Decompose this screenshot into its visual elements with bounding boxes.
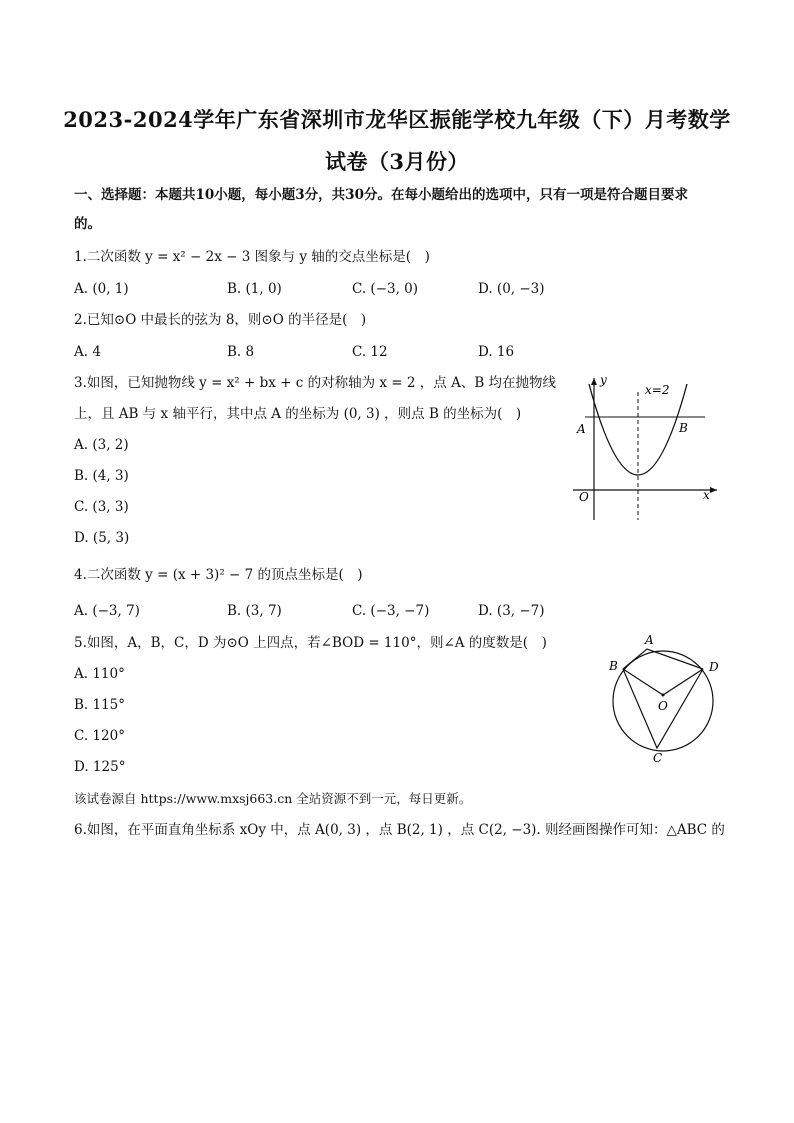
question-3-text: 3.如图，已知抛物线 y = x² + bx + c 的对称轴为 x = 2 ，点 A、B 均在抛物线 bbox=[74, 375, 557, 391]
q1-option-d: D. (0, −3) bbox=[478, 281, 545, 297]
label-x: x bbox=[703, 488, 710, 502]
x-axis-arrow-icon bbox=[710, 487, 717, 493]
label-o: O bbox=[658, 699, 668, 713]
question-1-text: 1.二次函数 y = x² − 2x − 3 图象与 y 轴的交点坐标是( ) bbox=[74, 249, 430, 265]
center-point bbox=[662, 694, 665, 697]
label-d: D bbox=[709, 660, 719, 674]
label-a: A bbox=[645, 633, 654, 647]
q4-option-d: D. (3, −7) bbox=[478, 603, 545, 619]
q3-option-c: C. (3, 3) bbox=[74, 499, 129, 515]
question-6-text: 6.如图，在平面直角坐标系 xOy 中，点 A(0, 3) ，点 B(2, 1) ，点 C(2, −3). 则经画图操作可知：△ABC 的 bbox=[74, 822, 725, 838]
label-c: C bbox=[653, 751, 663, 765]
q4-option-b: B. (3, 7) bbox=[227, 603, 282, 619]
question-3-text-cont: 上，且 AB 与 x 轴平行，其中点 A 的坐标为 (0, 3) ，则点 B 的坐标为( ) bbox=[74, 406, 522, 422]
q2-option-b: B. 8 bbox=[227, 344, 255, 360]
section1-instructions: 一、选择题：本题共10小题，每小题3分，共30分。在每小题给出的选项中，只有一项是符合题目要求 bbox=[74, 187, 688, 203]
question-2-text: 2.已知⊙O 中最长的弦为 8，则⊙O 的半径是( ) bbox=[74, 312, 367, 328]
exam-title-line2: 试卷（3月份） bbox=[324, 149, 470, 174]
q5-option-d: D. 125° bbox=[74, 759, 126, 775]
q3-option-d: D. (5, 3) bbox=[74, 530, 130, 546]
question-4-text: 4.二次函数 y = (x + 3)² − 7 的顶点坐标是( ) bbox=[74, 567, 363, 583]
q5-option-a: A. 110° bbox=[74, 666, 125, 682]
source-note: 该试卷源自 https://www.mxsj663.cn 全站资源不到一元，每日更新。 bbox=[74, 791, 472, 806]
q2-option-c: C. 12 bbox=[352, 344, 388, 360]
label-b: B bbox=[609, 659, 618, 673]
q2-option-a: A. 4 bbox=[74, 344, 101, 360]
q1-option-a: A. (0, 1) bbox=[74, 281, 129, 297]
q1-option-c: C. (−3, 0) bbox=[352, 281, 419, 297]
label-b: B bbox=[679, 421, 688, 435]
q2-option-d: D. 16 bbox=[478, 344, 515, 360]
y-axis-arrow-icon bbox=[591, 378, 597, 385]
q5-option-c: C. 120° bbox=[74, 728, 125, 744]
radii-ob-od bbox=[623, 669, 703, 695]
parabola-figure bbox=[565, 370, 725, 525]
question-5-text: 5.如图，A，B，C，D 为⊙O 上四点，若∠BOD = 110°，则∠A 的度数是( ) bbox=[74, 635, 547, 651]
circle-figure bbox=[600, 628, 730, 768]
label-o: O bbox=[579, 490, 589, 504]
q1-option-b: B. (1, 0) bbox=[227, 281, 282, 297]
q3-option-b: B. (4, 3) bbox=[74, 468, 129, 484]
label-symmetry: x=2 bbox=[645, 383, 670, 397]
label-y: y bbox=[600, 373, 607, 387]
q4-option-a: A. (−3, 7) bbox=[74, 603, 140, 619]
exam-title-line1: 2023-2024学年广东省深圳市龙华区振能学校九年级（下）月考数学 bbox=[63, 107, 731, 132]
q4-option-c: C. (−3, −7) bbox=[352, 603, 430, 619]
section1-instructions-cont: 的。 bbox=[74, 216, 101, 232]
q5-option-b: B. 115° bbox=[74, 697, 126, 713]
q3-option-a: A. (3, 2) bbox=[74, 437, 129, 453]
label-a: A bbox=[577, 422, 586, 436]
